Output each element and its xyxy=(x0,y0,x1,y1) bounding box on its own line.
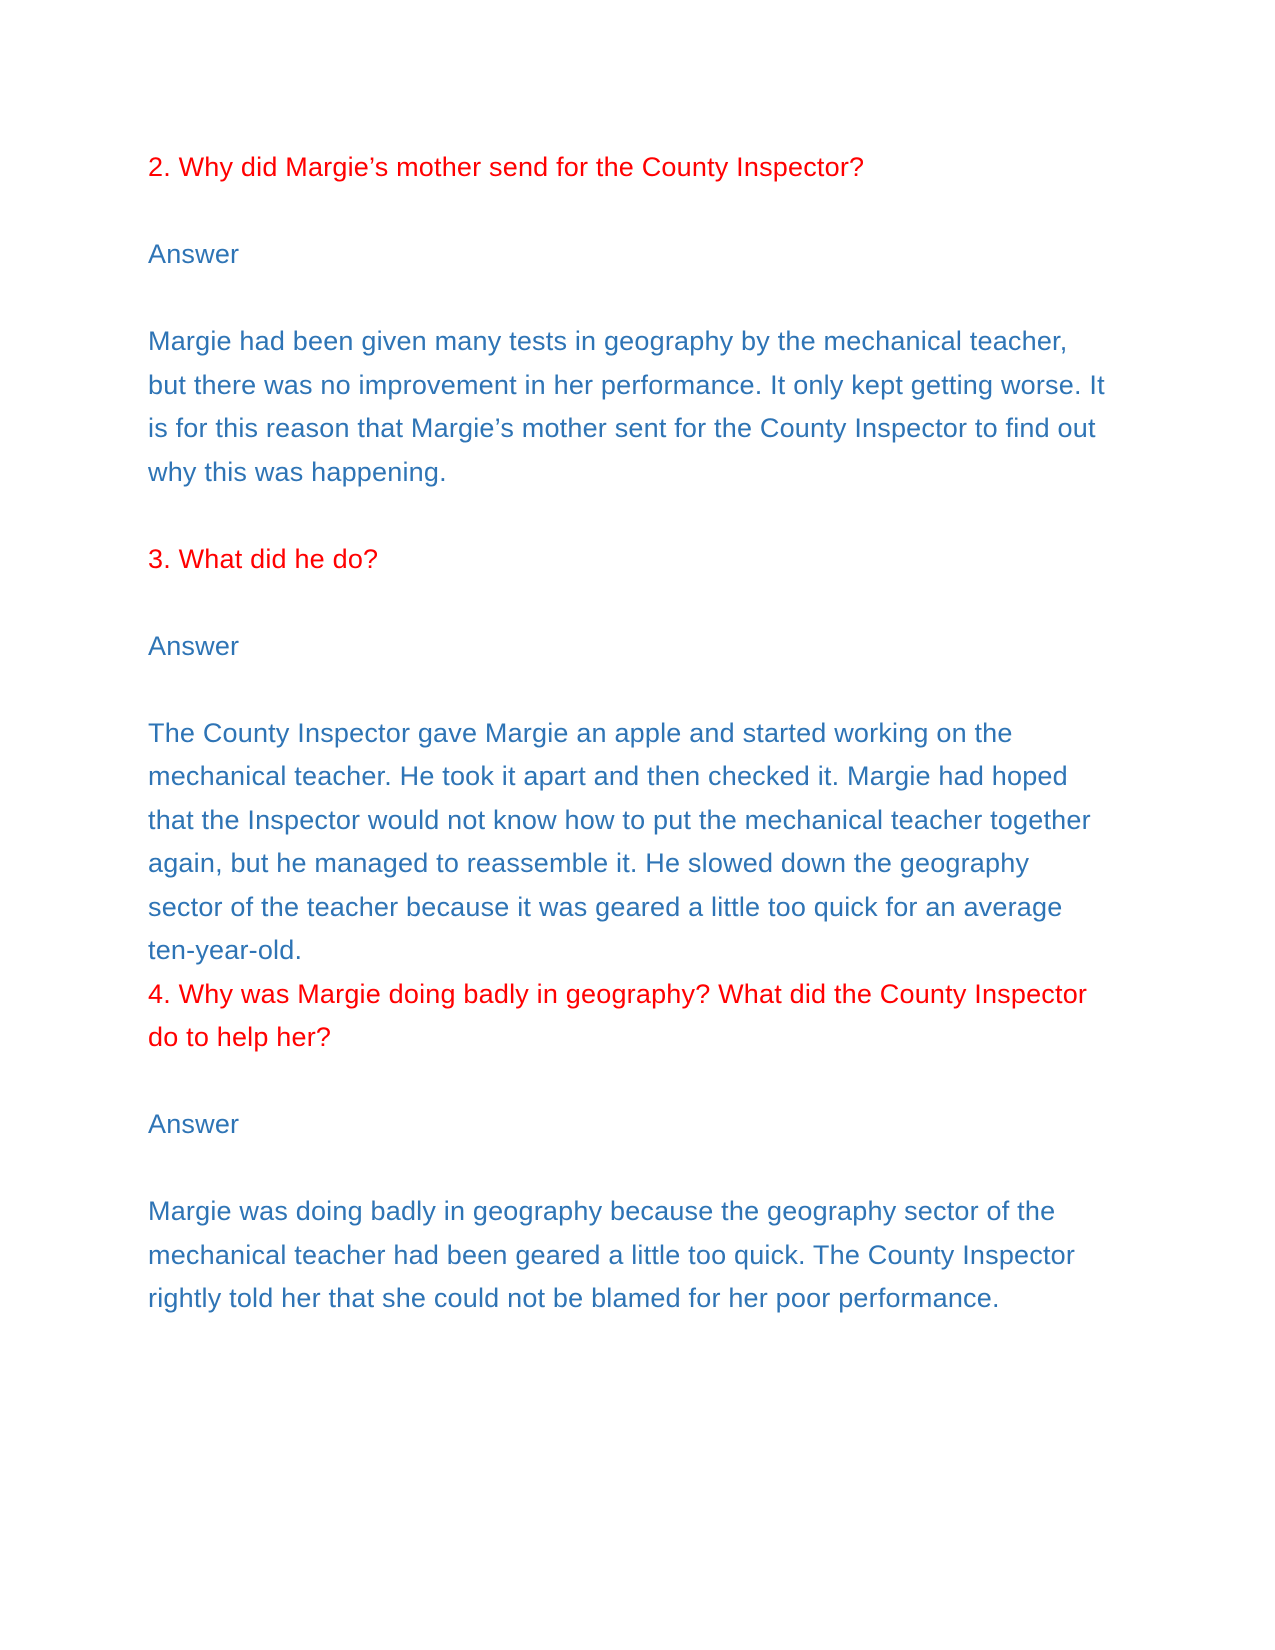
answer-text: The County Inspector gave Margie an apple and started working on the mechanical teacher. He took it apart and then checked it. Margie had hoped that the Inspector would not know how to put the mechanical teacher together again, but he managed to reassemble it. He slowed down the geography sector of the teacher because it was geared a little too quick for an average ten-year-old. xyxy=(148,717,1091,965)
document-content xyxy=(148,146,1108,1321)
question-2: 2. Why did Margie’s mother send for the County Inspector? xyxy=(148,152,865,182)
answer-label: Answer xyxy=(148,239,240,269)
answer-text: Margie had been given many tests in geography by the mechanical teacher, but there was no improvement in her performance. It only kept getting worse. It is for this reason that Margie’s mother sent for the County Inspector to find out why this was happening. xyxy=(148,326,1105,487)
answer-label: Answer xyxy=(148,1109,240,1139)
answer-text: Margie was doing badly in geography because the geography sector of the mechanical teacher had been geared a little too quick. The County Inspector rightly told her that she could not be blamed for her poor performance. xyxy=(148,1196,1076,1313)
answer-label: Answer xyxy=(148,630,240,661)
question-3: 3. What did he do? xyxy=(148,543,379,574)
question-4: 4. Why was Margie doing badly in geography? What did the County Inspector do to help her? xyxy=(148,978,1088,1052)
